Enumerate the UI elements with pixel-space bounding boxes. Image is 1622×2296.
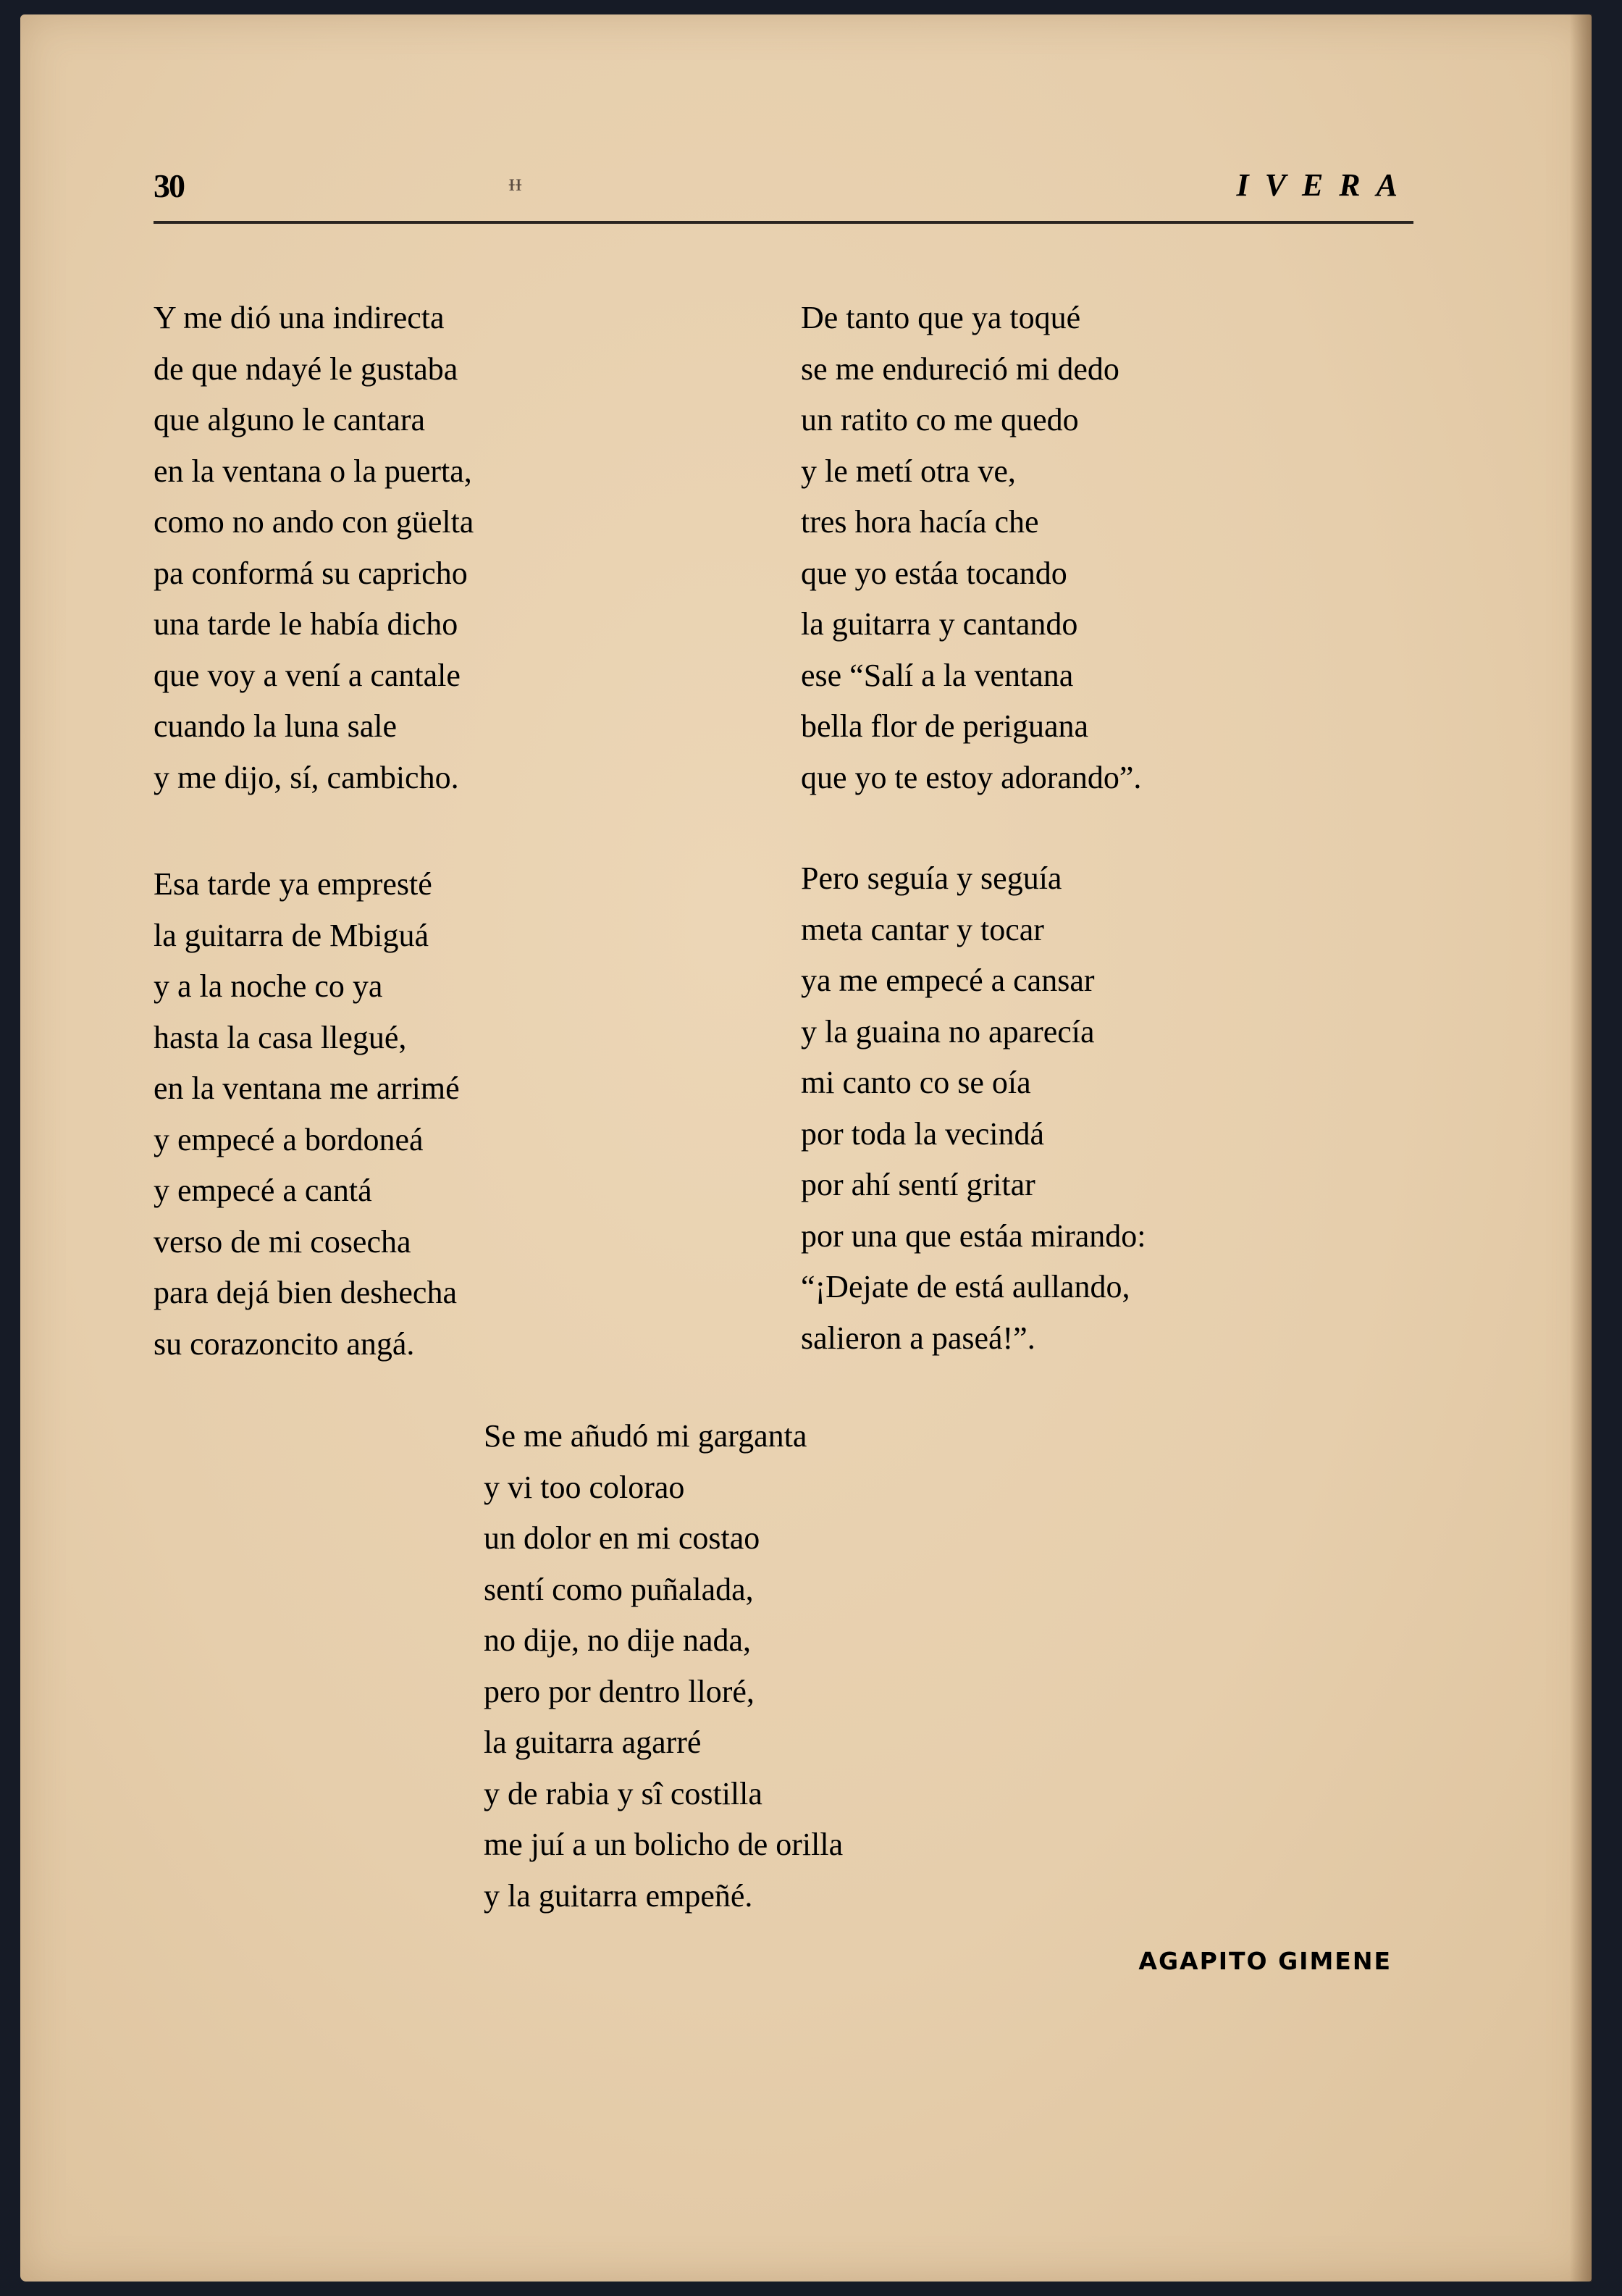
verse-line: en la ventana o la puerta, (154, 453, 472, 489)
verse-line: y empecé a bordoneá (154, 1121, 424, 1157)
header-rule (154, 221, 1413, 224)
verse-line: me juí a un bolicho de orilla (484, 1827, 844, 1862)
verse-line: y a la noche co ya (154, 968, 383, 1004)
page-mark: ᵻᵻ (508, 169, 522, 196)
verse-line: cuando la luna sale (154, 708, 397, 744)
verse-line: y de rabia y sî costilla (484, 1775, 762, 1811)
verse-line: su corazoncito angá. (154, 1325, 415, 1362)
verse-line: en la ventana me arrimé (154, 1071, 460, 1106)
verse-line: que yo te estoy adorando”. (801, 759, 1142, 795)
stanza-right-1 (801, 293, 1141, 803)
verse-line: como no ando con güelta (154, 504, 474, 540)
verse-line: pa conformá su capricho (154, 555, 468, 591)
verse-line: por ahí sentí gritar (801, 1167, 1035, 1202)
verse-line: tres hora hacía che (801, 504, 1039, 540)
verse-line: mi canto co se oía (801, 1065, 1031, 1100)
verse-line: que yo estáa tocando (801, 555, 1067, 591)
verse-line: Esa tarde ya empresté (154, 866, 432, 902)
verse-line: sentí como puñalada, (484, 1571, 754, 1607)
verse-line: “¡Dejate de está aullando, (801, 1269, 1130, 1304)
verse-line: Se me añudó mi garganta (484, 1418, 807, 1454)
journal-title: IVERA (1236, 167, 1413, 203)
page-header (154, 167, 1413, 210)
verse-line: por una que estáa mirando: (801, 1218, 1146, 1254)
verse-line: para dejá bien deshecha (154, 1275, 457, 1310)
stanza-left-1 (154, 293, 474, 803)
verse-line: De tanto que ya toqué (801, 300, 1081, 335)
verse-line: Y me dió una indirecta (154, 300, 445, 335)
verse-line: no dije, no dije nada, (484, 1622, 752, 1658)
stanza-final (484, 1411, 843, 1922)
page-number: 30 (154, 167, 184, 204)
verse-line: de que ndayé le gustaba (154, 351, 458, 387)
verse-line: y la guitarra empeñé. (484, 1877, 753, 1914)
verse-line: bella flor de periguana (801, 708, 1089, 744)
verse-line: una tarde le había dicho (154, 606, 458, 642)
verse-line: y me dijo, sí, cambicho. (154, 759, 459, 795)
verse-line: ya me empecé a cansar (801, 963, 1095, 998)
verse-line: y la guaina no aparecía (801, 1013, 1095, 1049)
verse-line: meta cantar y tocar (801, 911, 1044, 947)
verse-line: hasta la casa llegué, (154, 1019, 407, 1055)
verse-line: salieron a paseá!”. (801, 1320, 1035, 1356)
verse-line: la guitarra de Mbiguá (154, 917, 429, 953)
verse-line: se me endureció mi dedo (801, 351, 1119, 387)
stanza-right-2 (801, 853, 1146, 1364)
page-spine-shadow (1570, 14, 1592, 2282)
verse-line: por toda la vecindá (801, 1115, 1044, 1152)
verse-line: que voy a vení a cantale (154, 657, 461, 693)
stanza-left-2 (154, 859, 460, 1370)
verse-line: Pero seguía y seguía (801, 860, 1062, 896)
verse-line: un ratito co me quedo (801, 402, 1079, 437)
verse-line: que alguno le cantara (154, 402, 426, 437)
verse-line: la guitarra y cantando (801, 606, 1078, 642)
verse-line: la guitarra agarré (484, 1725, 702, 1760)
verse-line: y vi too colorao (484, 1469, 685, 1505)
verse-line: un dolor en mi costao (484, 1520, 760, 1556)
verse-line: verso de mi cosecha (154, 1223, 411, 1260)
verse-line: y empecé a cantá (154, 1173, 372, 1208)
author-signature: AGAPITO GIMENE (1138, 1947, 1392, 1975)
verse-line: pero por dentro lloré, (484, 1673, 755, 1709)
verse-line: y le metí otra ve, (801, 453, 1016, 489)
verse-line: ese “Salí a la ventana (801, 657, 1074, 693)
